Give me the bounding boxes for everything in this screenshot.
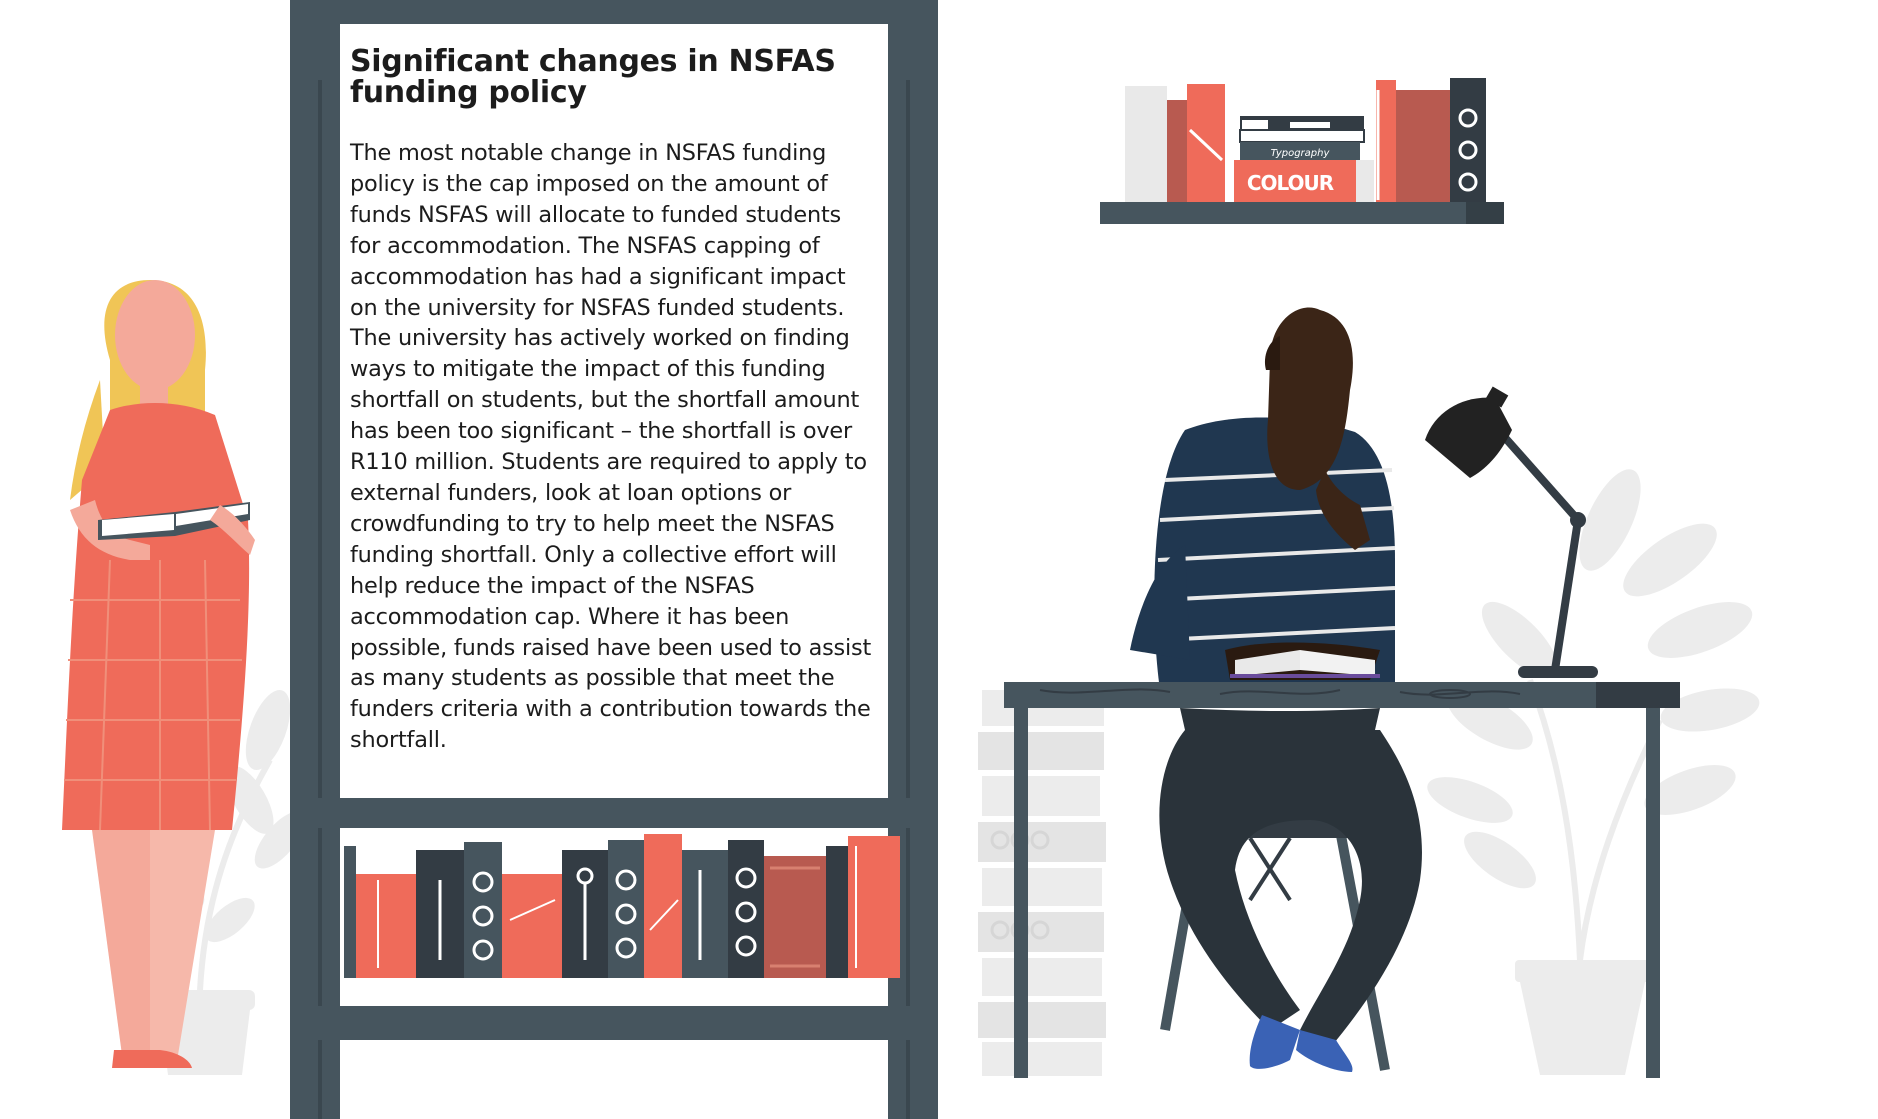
article-text-panel	[340, 24, 888, 798]
man-legs-illustration	[1159, 730, 1422, 1072]
wall-bookshelf	[1100, 78, 1504, 224]
colour-book-label: COLOUR	[1246, 171, 1334, 195]
right-plant-illustration	[1422, 461, 1763, 1075]
article-body: The most notable change in NSFAS funding policy is the cap imposed on the amount of funds NSFAS will allocate to funded students for accommodation. The NSFAS capping of accommodation has had a significant impact on the university for NSFAS funded students. The university has actively worked on finding ways to mitigate the impact of this funding shortfall on students, but the shortfall amount has been too significant – the shortfall is over R110 million. Students are required to apply to external funders, look at loan options or crowdfunding to try to help meet the NSFAS funding shortfall. Only a collective effort will help reduce the impact of the NSFAS accommodation cap. Where it has been possible, funds raised have been used to assist as many students as possible that meet the funders criteria with a contribution towards the shortfall.	[350, 140, 872, 754]
typography-book-label: Typography	[1270, 148, 1330, 159]
article-heading: Significant changes in NSFAS funding policy	[350, 44, 836, 110]
gray-book-stack	[978, 690, 1106, 1076]
woman-reading-illustration	[62, 280, 255, 1068]
